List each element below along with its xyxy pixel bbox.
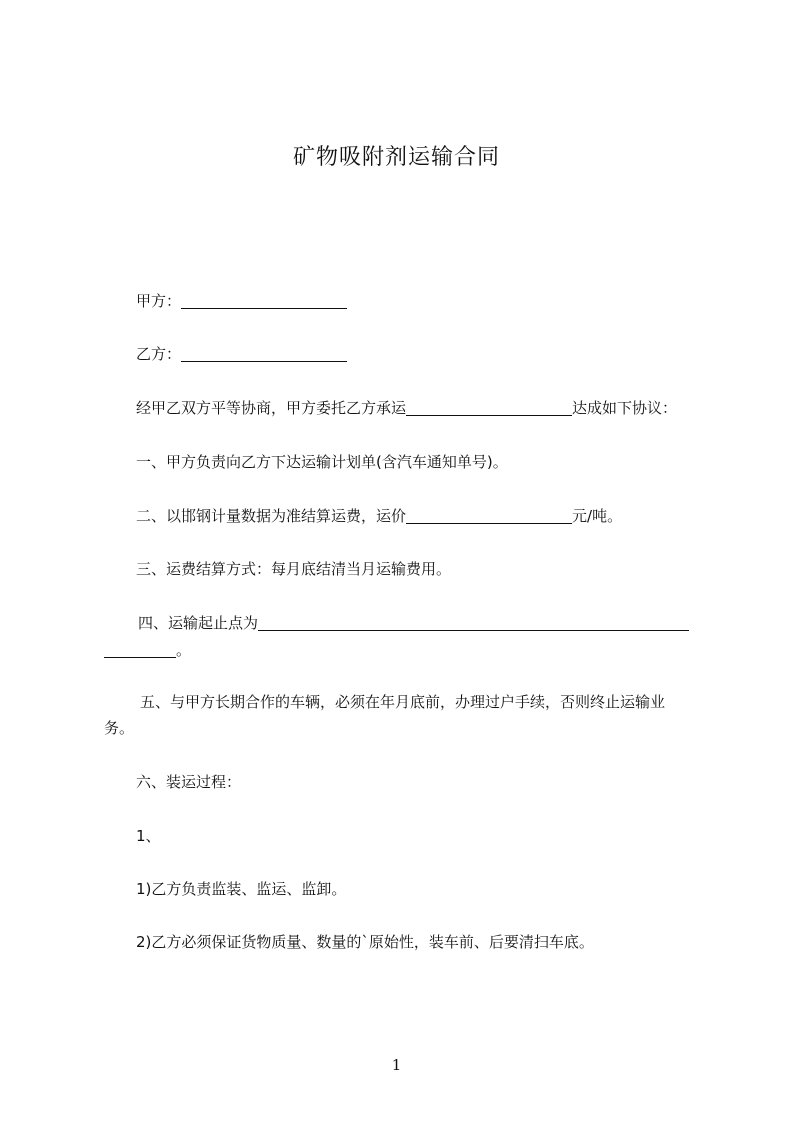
- page-number: 1: [391, 1056, 402, 1074]
- clause-2: [136, 506, 622, 526]
- clause-5-line2: 务。: [104, 719, 135, 737]
- party-a-blank: [181, 292, 347, 309]
- cargo-blank: [406, 399, 572, 416]
- clause-4-line1: [138, 613, 689, 633]
- route-blank-continued: [104, 641, 176, 658]
- clause-6: 六、装运过程：: [136, 773, 242, 791]
- sub-item-2: 2)乙方必须保证货物质量、数量的`原始性，装车前、后要清扫车底。: [136, 933, 594, 951]
- party-b-line: [136, 344, 347, 364]
- sub-item-1: 1)乙方负责监装、监运、监卸。: [136, 880, 347, 898]
- party-b-blank: [181, 345, 347, 362]
- document-title: 矿物吸附剂运输合同: [292, 145, 500, 170]
- clause-4-line2: [104, 640, 191, 660]
- party-b-label: 乙方：: [136, 345, 182, 363]
- route-blank: [258, 614, 689, 631]
- clause-2-prefix: 二、以邯钢计量数据为准结算运费，运价: [136, 507, 407, 525]
- clause-1: 一、甲方负责向乙方下达运输计划单(含汽车通知单号)。: [136, 453, 508, 471]
- party-a-line: [136, 291, 347, 311]
- item-1: 1、: [136, 827, 161, 845]
- intro-paragraph: [136, 398, 677, 418]
- freight-rate-blank: [406, 507, 572, 524]
- clause-3: 三、运费结算方式：每月底结清当月运输费用。: [136, 560, 452, 578]
- clause-5-line1: 五、与甲方长期合作的车辆，必须在年月底前，办理过户手续，否则终止运输业: [140, 693, 666, 711]
- clause-4-end: 。: [176, 641, 192, 659]
- intro-suffix: 达成如下协议：: [572, 399, 678, 417]
- party-a-label: 甲方：: [136, 292, 182, 310]
- clause-2-suffix: 元/吨。: [572, 507, 623, 525]
- clause-4-prefix: 四、运输起止点为: [138, 614, 259, 632]
- intro-prefix: 经甲乙双方平等协商，甲方委托乙方承运: [136, 399, 407, 417]
